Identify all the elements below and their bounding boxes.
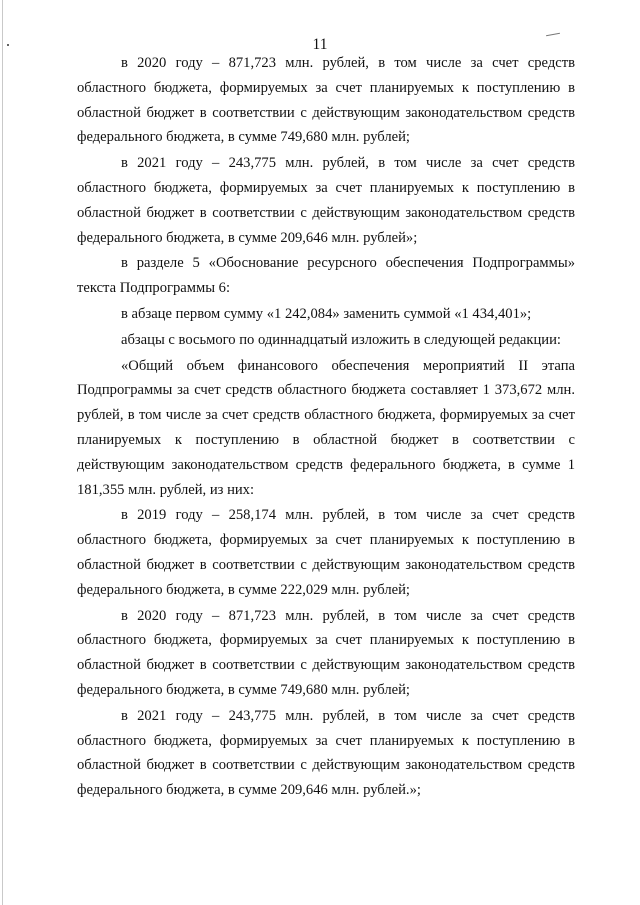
paragraph-2020-amount: в 2020 году – 871,723 млн. рублей, в том числе за счет средств областного бюджета, формируемых за счет планируемых к поступлению в областной бюджет в соответствии с действующим законодательством средств федерального бюджета, в сумме 749,680 млн. рублей; [77, 55, 575, 146]
paragraph-2019-amount: в 2019 году – 258,174 млн. рублей, в том числе за счет средств областного бюджета, формируемых за счет планируемых к поступлению в областной бюджет в соответствии с действующим законодательством средств федерального бюджета, в сумме 222,029 млн. рублей; [77, 507, 575, 598]
paragraph-2021-amount: в 2021 году – 243,775 млн. рублей, в том числе за счет средств областного бюджета, формируемых за счет планируемых к поступлению в областной бюджет в соответствии с действующим законодательством средств федерального бюджета, в сумме 209,646 млн. рублей»; [77, 155, 575, 246]
paragraph-new-wording-intro: абзацы с восьмого по одиннадцатый изложить в следующей редакции: [121, 331, 561, 348]
paragraph-2020-amount-new: в 2020 году – 871,723 млн. рублей, в том числе за счет средств областного бюджета, формируемых за счет планируемых к поступлению в областной бюджет в соответствии с действующим законодательством средств федерального бюджета, в сумме 749,680 млн. рублей; [77, 607, 575, 698]
paragraph-total-funding: «Общий объем финансового обеспечения мероприятий II этапа Подпрограммы за счет средств областного бюджета составляет 1 373,672 млн. рублей, в том числе за счет средств областного бюджета, формируемых за счет планируемых к поступлению в областной бюджет в соответствии с действующим законодательством средств федерального бюджета, в сумме 1 181,355 млн. рублей, из них: [77, 357, 575, 498]
document-body [77, 51, 575, 803]
page-number: 11 [312, 36, 328, 53]
paragraph-first-paragraph-change: в абзаце первом сумму «1 242,084» заменить суммой «1 434,401»; [121, 305, 532, 322]
binding-edge-line [2, 0, 3, 905]
paragraph-2021-amount-new: в 2021 году – 243,775 млн. рублей, в том числе за счет средств областного бюджета, формируемых за счет планируемых к поступлению в областной бюджет в соответствии с действующим законодательством средств федерального бюджета, в сумме 209,646 млн. рублей.»; [77, 707, 575, 799]
paragraph-section-5-reference: в разделе 5 «Обоснование ресурсного обеспечения Подпрограммы» текста Подпрограммы 6: [77, 255, 575, 297]
